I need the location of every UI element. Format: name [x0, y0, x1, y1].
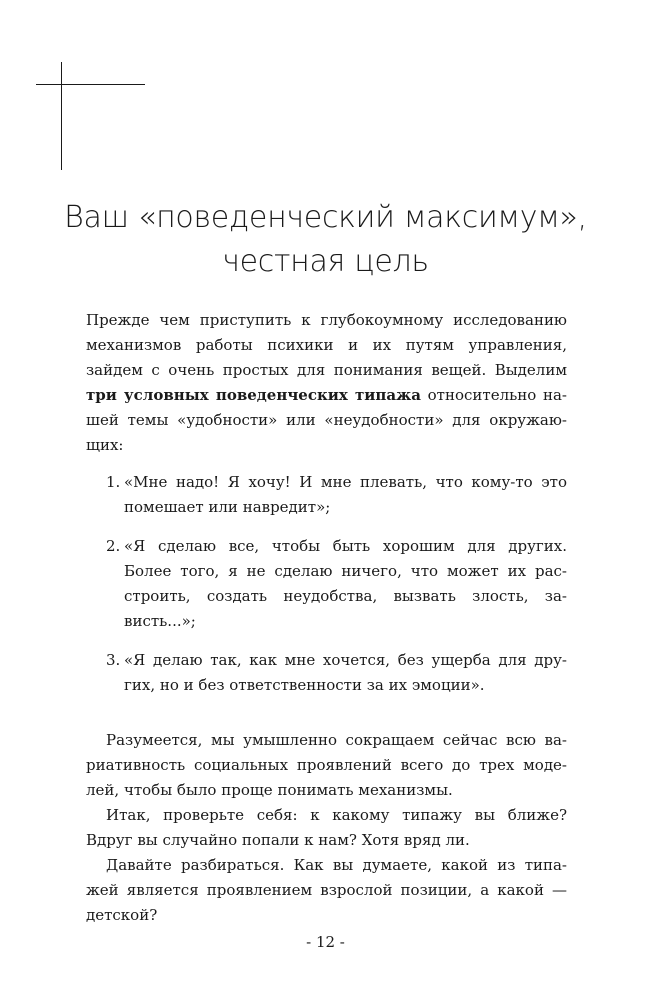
text-line: Более того, я не сделаю ничего, что может их рас-: [124, 562, 567, 580]
list-item: [86, 648, 567, 698]
crosshair-vertical-line: [61, 62, 62, 170]
list-number: 2.: [106, 537, 121, 555]
chapter-title-line-1: Ваш «поведенческий максимум»,: [64, 200, 587, 236]
text-line: Итак, проверьте себя: к какому типажу вы ближе?: [106, 806, 567, 824]
list-number: 1.: [106, 473, 121, 491]
text-line: жей является проявлением взрослой позиции, а какой —: [86, 881, 567, 899]
text-line: риативность социальных проявлений всего до трех моде-: [86, 756, 567, 774]
paragraph: [86, 803, 567, 853]
text-line: механизмов работы психики и их путям управления,: [86, 336, 567, 354]
chapter-title-line-2: честная цель: [222, 244, 429, 280]
text-line: гих, но и без ответственности за их эмоции».: [124, 676, 485, 694]
text-fragment: относительно на-: [420, 386, 567, 404]
page-body: [86, 308, 567, 928]
paragraph: [86, 728, 567, 803]
text-line: Вдруг вы случайно попали к нам? Хотя вряд ли.: [86, 831, 470, 849]
text-line: лей, чтобы было проще понимать механизмы.: [86, 781, 453, 799]
text-line: «Я сделаю все, чтобы быть хорошим для других.: [124, 537, 567, 555]
text-line: помешает или навредит»;: [124, 498, 331, 516]
intro-paragraph: [86, 308, 567, 458]
text-line: «Мне надо! Я хочу! И мне плевать, что кому-то это: [124, 473, 567, 491]
text-line: Давайте разбираться. Как вы думаете, какой из типа-: [106, 856, 567, 874]
text-line: строить, создать неудобства, вызвать злость, за-: [124, 587, 567, 605]
crosshair-horizontal-line: [36, 84, 145, 85]
text-line: щих:: [86, 436, 124, 454]
text-line: шей темы «удобности» или «неудобности» для окружаю-: [86, 411, 567, 429]
closing-section: [86, 728, 567, 928]
bold-phrase: три условных поведенческих типажа: [86, 386, 421, 404]
list-item: [86, 534, 567, 634]
page-number: - 12 -: [306, 933, 345, 951]
text-line: Разумеется, мы умышленно сокращаем сейчас всю ва-: [106, 731, 567, 749]
text-line: детской?: [86, 906, 158, 924]
list-item: [86, 470, 567, 520]
text-line: Прежде чем приступить к глубокоумному исследованию: [86, 311, 567, 329]
text-line: зайдем с очень простых для понимания вещей. Выделим: [86, 361, 567, 379]
text-line: «Я делаю так, как мне хочется, без ущерба для дру-: [124, 651, 567, 669]
typology-list: [86, 470, 567, 698]
chapter-title: [60, 196, 591, 284]
text-line: [86, 383, 567, 408]
paragraph: [86, 853, 567, 928]
list-number: 3.: [106, 651, 121, 669]
text-line: висть...»;: [124, 612, 196, 630]
